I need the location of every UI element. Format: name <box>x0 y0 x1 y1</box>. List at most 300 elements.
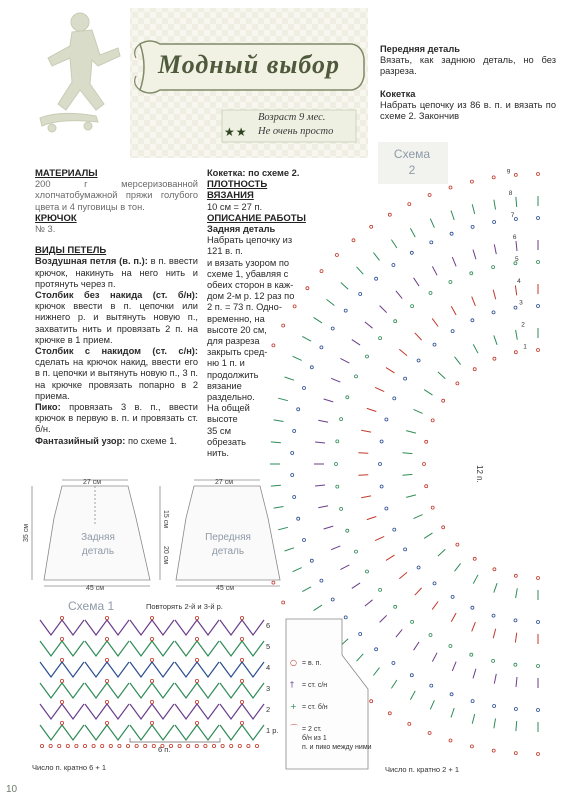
top-width-back: 27 см <box>83 479 102 486</box>
scheme-2-chain-dot <box>352 239 355 242</box>
stitch-chain-text: в п. ввести крючок, накинуть на него нить и протянуть через п. <box>35 256 198 289</box>
scheme-1-chain-dot <box>240 721 243 724</box>
scheme-2-chain-dot <box>272 344 275 347</box>
scheme-2-chain-dot <box>514 708 517 711</box>
scheme-2-stitch <box>315 442 325 443</box>
scheme-2-chain-dot <box>431 506 434 509</box>
scheme-2-stitch <box>424 533 432 539</box>
scheme-2-chain-dot <box>359 293 362 296</box>
scheme-1-row-number: 2 <box>266 705 271 714</box>
scheme-2-chain-dot <box>331 327 334 330</box>
scheme-1-v-stitch <box>152 683 174 698</box>
scheme-2-chain-dot <box>473 557 476 560</box>
front-piece-section <box>380 44 556 122</box>
legend-box <box>282 615 372 773</box>
stitch-dc-text: сделать на крючок накид, ввести его в п. цепочки и вытянуть новую п., 3 п. на крючке провязать попарно в 2 приема. <box>35 357 198 401</box>
scheme-2-chain-dot <box>537 305 540 308</box>
stitch-chain-name: Воздушная петля (в. п.): <box>35 256 148 267</box>
scheme-1-chain-dot <box>58 744 61 747</box>
scheme-2-chain-dot <box>442 399 445 402</box>
scheme-2-stitch <box>424 390 432 396</box>
scheme-2-chain-dot <box>375 648 378 651</box>
scheme-2-stitch <box>391 240 397 248</box>
scheme-1-chain-dot <box>212 744 215 747</box>
scheme-2-stitch <box>302 587 311 592</box>
scheme-1-v-stitch <box>220 704 242 719</box>
scheme-2-chain-dot <box>411 620 414 623</box>
scheme-2-chain-dot <box>451 330 454 333</box>
scheme-2-stitch <box>516 330 518 340</box>
scheme-1-v-stitch <box>40 683 62 698</box>
scheme-2-chain-dot <box>493 568 496 571</box>
scheme-2-stitch <box>438 372 445 379</box>
scheme-2-chain-dot <box>429 634 432 637</box>
scheme-2-stitch <box>358 453 368 454</box>
back-piece-line: закрыть сред- <box>207 347 268 358</box>
scheme-1-chain-dot <box>105 679 108 682</box>
scheme-2-chain-dot <box>450 232 453 235</box>
scheme-2-chain-dot <box>470 272 473 275</box>
scheme-1-chain-dot <box>150 637 153 640</box>
scheme-1-chain-dot <box>135 744 138 747</box>
stitch-dc <box>35 346 198 402</box>
scheme-1-v-stitch <box>107 683 129 698</box>
scheme-2-chain-dot <box>514 663 517 666</box>
scheme-2-chain-dot <box>385 507 388 510</box>
scheme-2-chain-dot <box>417 359 420 362</box>
scheme-1-v-stitch <box>107 620 129 635</box>
scheme-1-v-stitch <box>197 683 219 698</box>
legend-text: = ст. б/н <box>302 704 328 711</box>
scheme-1-chain-dot <box>150 658 153 661</box>
scheme-2-stitch <box>410 228 415 237</box>
scheme-2-chain-dot <box>428 194 431 197</box>
scheme-2-chain-dot <box>492 266 495 269</box>
scheme-2-chain-dot <box>456 543 459 546</box>
scheme-2-stitch <box>516 677 517 687</box>
scheme-1-chain-dot <box>126 744 129 747</box>
scheme-2-chain-dot <box>408 722 411 725</box>
bottom-width-front: 45 см <box>216 585 235 592</box>
difficulty-label: Не очень просто <box>258 126 334 137</box>
scheme-2-stitch <box>414 278 420 286</box>
scheme-2-chain-dot <box>493 357 496 360</box>
scheme-2-stitch <box>324 399 334 402</box>
scheme-2-stitch <box>451 708 454 718</box>
back-piece-line: Набрать цепочку из 121 в. п. <box>207 235 293 257</box>
front-piece-label-1: Передняя <box>205 532 251 543</box>
back-piece-label-1: Задняя <box>81 532 115 543</box>
scheme-2-chain-dot <box>471 225 474 228</box>
scheme-2-stitch <box>432 602 438 610</box>
scheme-2-chain-dot <box>394 320 397 323</box>
scheme-2-stitch <box>493 290 496 300</box>
scheme-1-v-stitch <box>62 683 84 698</box>
difficulty-stars-icon: ★★ <box>224 125 248 139</box>
scheme-1-chain-dot <box>150 679 153 682</box>
scheme-2-stitch <box>516 721 517 731</box>
scheme-2-stitch <box>472 204 475 214</box>
scheme-2-row-number: 6 <box>512 234 517 241</box>
scheme-1-v-stitch <box>175 683 197 698</box>
scheme-2-chain-dot <box>344 309 347 312</box>
scheme-1-v-stitch <box>175 704 197 719</box>
legend-text-line: = 2 ст. <box>302 726 322 733</box>
scheme-2-stitch <box>414 642 420 650</box>
scheme-2-chain-dot <box>493 221 496 224</box>
scheme-2-chain-dot <box>449 739 452 742</box>
scheme-2-chain-dot <box>379 463 382 466</box>
scheme-1-v-stitch <box>242 662 264 677</box>
scheme-2-chain-dot <box>537 349 540 352</box>
scheme-2-title: Схема <box>393 147 431 161</box>
scheme-2-stitch <box>516 241 517 251</box>
scheme-1-v-stitch <box>175 725 197 740</box>
scheme-2-chain-dot <box>423 463 426 466</box>
scheme-2-stitch <box>367 517 377 520</box>
scheme-1-chain-dot <box>101 744 104 747</box>
scheme-1-chain-dot <box>195 721 198 724</box>
scheme-1-v-stitch <box>62 620 84 635</box>
scheme-2-chain-dot <box>392 264 395 267</box>
scheme-2-stitch <box>396 291 402 299</box>
scheme-1-chart <box>30 596 292 776</box>
scheme-1-chain-dot <box>83 744 86 747</box>
scheme-1-v-stitch <box>85 725 107 740</box>
scheme-2-chain-dot <box>355 375 358 378</box>
scheme-2-chain-dot <box>282 324 285 327</box>
scheme-2-stitch <box>403 453 413 454</box>
scheme-1-chain-dot <box>105 721 108 724</box>
scheme-1-v-stitch <box>197 662 219 677</box>
scheme-2-chain-dot <box>335 463 338 466</box>
scheme-2-stitch <box>331 378 340 382</box>
scheme-2-row-number: 8 <box>508 190 513 198</box>
scheme-2-stitch <box>452 257 456 266</box>
scheme-2-chain-dot <box>537 217 540 220</box>
scheme-2-stitch <box>430 700 434 709</box>
scheme-1-title: Схема 1 <box>68 599 115 613</box>
scheme-2-stitch <box>403 474 413 475</box>
yoke-heading: Кокетка <box>380 88 416 99</box>
scheme-1-v-stitch <box>85 662 107 677</box>
scheme-2-stitch <box>373 253 379 261</box>
scheme-1-chain-dot <box>221 744 224 747</box>
scheme-2-stitch <box>516 588 518 598</box>
scheme-2-row-number: 2 <box>521 321 525 329</box>
scheme-2-stitch <box>318 506 328 508</box>
scheme-2-stitch <box>432 266 437 275</box>
back-piece-line: продолжить <box>207 369 259 380</box>
scheme-1-v-stitch <box>85 641 107 656</box>
scheme-1-v-stitch <box>152 620 174 635</box>
scheme-2-chain-dot <box>449 645 452 648</box>
back-piece-line: нить. <box>207 448 230 459</box>
stitch-picot-name: Пико: <box>35 402 61 413</box>
legend-symbol-icon: ⌒ <box>290 724 298 733</box>
scheme-2-chain-dot <box>392 662 395 665</box>
scheme-2-stitch <box>438 549 445 556</box>
scheme-1-repeat-label: 6 п. <box>158 745 171 754</box>
scheme-1-v-stitch <box>130 683 152 698</box>
scheme-2-stitch <box>293 568 302 572</box>
scheme-2-chain-dot <box>450 693 453 696</box>
scheme-2-row-number: 7 <box>510 212 515 220</box>
scheme-2-stitch <box>293 356 302 360</box>
scheme-2-chain-dot <box>306 287 309 290</box>
scheme-1-v-stitch <box>152 641 174 656</box>
hook-value: № 3. <box>35 224 56 235</box>
scheme-1-v-stitch <box>107 641 129 656</box>
scheme-2-chain-dot <box>430 241 433 244</box>
scheme-2-chain-dot <box>393 528 396 531</box>
scheme-2-chain-dot <box>410 674 413 677</box>
scheme-1-v-stitch <box>242 620 264 635</box>
scheme-2-chain-dot <box>291 452 294 455</box>
scheme-2-chain-dot <box>514 218 517 221</box>
scheme-2-chain-dot <box>425 440 428 443</box>
page-title: Модный выбор <box>158 50 341 79</box>
scheme-2-stitch <box>494 335 497 344</box>
scheme-2-chain-dot <box>492 311 495 314</box>
scheme-2-stitch <box>494 719 496 729</box>
scheme-2-stitch <box>302 336 311 341</box>
stitch-picot-text: провязать 3 в. п., ввести крючок в первую в. п. и провязать ст. б/н. <box>35 402 198 435</box>
legend-symbol-icon: + <box>290 702 297 711</box>
scheme-1-v-stitch <box>62 725 84 740</box>
upper-height-label: 15 см <box>162 510 169 529</box>
stitch-picot <box>35 402 198 436</box>
scheme-2-stitch <box>324 526 334 529</box>
scheme-1-v-stitch <box>85 620 107 635</box>
scheme-1-v-stitch <box>197 725 219 740</box>
age-label: Возраст 9 мес. <box>258 112 326 123</box>
scheme-1-chain-dot <box>60 700 63 703</box>
scheme-2-chain-dot <box>293 496 296 499</box>
scheme-2-chain-dot <box>293 305 296 308</box>
scheme-1-chain-dot <box>238 744 241 747</box>
scheme-1-chain-dot <box>195 679 198 682</box>
scheme-2-chain-dot <box>355 550 358 553</box>
scheme-2-chain-dot <box>366 570 369 573</box>
scheme-1-chain-dot <box>150 721 153 724</box>
materials-text: 200 г мерсеризованной хлопчатобумажной пряжи голубого цвета и 4 пуговицы в тон. <box>35 179 198 212</box>
scheme-1-chain-dot <box>105 700 108 703</box>
scheme-1-v-stitch <box>85 704 107 719</box>
scheme-1-v-stitch <box>40 662 62 677</box>
back-piece-line: и вязать узором по <box>207 257 290 268</box>
scheme-2-chain-dot <box>537 621 540 624</box>
scheme-1-chain-dot <box>105 658 108 661</box>
scheme-2-row-number: 1 <box>523 343 527 351</box>
scheme-2-stitch <box>515 633 516 643</box>
scheme-1-v-stitch <box>85 683 107 698</box>
stitch-fancy-text: по схеме 1. <box>127 435 178 446</box>
scheme-2-stitch <box>341 283 348 290</box>
back-piece-line: обрезать <box>207 436 246 447</box>
scheme-2-stitch <box>493 629 496 639</box>
scheme-2-stitch <box>406 431 416 434</box>
scheme-2-chain-dot <box>379 337 382 340</box>
scheme-2-chain-dot <box>514 306 517 309</box>
scheme-2-chain-dot <box>380 485 383 488</box>
scheme-1-chain-dot <box>195 658 198 661</box>
scheme-1-v-stitch <box>175 620 197 635</box>
scheme-2-chain-dot <box>336 440 339 443</box>
scheme-1-v-stitch <box>130 725 152 740</box>
scheme-2-stitch <box>352 340 360 346</box>
scheme-2-chain-dot <box>514 574 517 577</box>
scheme-2-stitch <box>473 344 478 353</box>
scheme-1-chain-dot <box>150 700 153 703</box>
scheme-2-stitch <box>340 565 349 570</box>
scheme-1-chain-dot <box>240 637 243 640</box>
scheme-1-v-stitch <box>40 704 62 719</box>
scheme-2-stitch <box>357 267 364 274</box>
legend-symbol-icon: ○ <box>290 658 297 667</box>
scheme-2-stitch <box>331 546 340 550</box>
scheme-1-v-stitch <box>197 704 219 719</box>
back-piece-line: 35 см <box>207 425 231 436</box>
scheme-2-chain-dot <box>473 368 476 371</box>
scheme-2-stitch <box>430 219 434 228</box>
scheme-2-stitch <box>391 680 397 688</box>
scheme-2-chain-dot <box>451 595 454 598</box>
work-heading: ОПИСАНИЕ РАБОТЫ <box>207 212 306 224</box>
scheme-2-stitch <box>415 588 422 595</box>
scheme-1-chain-dot <box>255 744 258 747</box>
scheme-2-chain-dot <box>303 539 306 542</box>
scheme-2-chain-dot <box>380 440 383 443</box>
legend-text-line: п. и пико между ними <box>302 744 372 751</box>
stitch-fancy-name: Фантазийный узор: <box>35 435 126 446</box>
stitch-dc-name: Столбик с накидом (ст. с/н): <box>35 346 198 357</box>
scheme-2-chain-dot <box>492 659 495 662</box>
scheme-2-chain-dot <box>297 408 300 411</box>
scheme-2-chain-dot <box>310 559 313 562</box>
scheme-2-stitch <box>415 333 422 340</box>
scheme-1-chain-dot <box>40 744 43 747</box>
top-width-front: 27 см <box>215 479 234 486</box>
scheme-2-chain-dot <box>297 517 300 520</box>
scheme-2-stitch <box>473 250 476 260</box>
scheme-2-chain-dot <box>493 705 496 708</box>
scheme-2-chain-dot <box>470 180 473 183</box>
scheme-1-chain-dot <box>195 700 198 703</box>
scheme-2-chain-dot <box>331 598 334 601</box>
scheme-2-chain-dot <box>394 605 397 608</box>
scheme-2-chain-dot <box>537 709 540 712</box>
scheme-1-row-number: 6 <box>266 621 271 630</box>
pattern-pieces <box>18 476 283 592</box>
scheme-2-chain-dot <box>404 548 407 551</box>
scheme-2-chain-dot <box>370 225 373 228</box>
scheme-2-chain-dot <box>388 213 391 216</box>
scheme-2-stitch <box>516 197 517 207</box>
scheme-2-chain-dot <box>442 526 445 529</box>
scheme-2-chain-dot <box>320 270 323 273</box>
stitch-sc-name: Столбик без накида (ст. б/н): <box>35 290 198 301</box>
scheme-1-row-number: 4 <box>266 663 271 672</box>
scheme-1-v-stitch <box>220 620 242 635</box>
scheme-2-chain-dot <box>514 619 517 622</box>
scheme-1-chain-dot <box>92 744 95 747</box>
scheme-2-chain-dot <box>537 577 540 580</box>
scheme-1-v-stitch <box>107 725 129 740</box>
back-piece-line: для разреза <box>207 336 260 347</box>
scheme-2-stitch <box>515 285 516 295</box>
scheme-1-chain-dot <box>118 744 121 747</box>
scheme-1-v-stitch <box>220 641 242 656</box>
scheme-2-stitch <box>361 496 371 498</box>
back-piece-line: высоте 20 см, <box>207 324 267 335</box>
back-piece-line: ню 1 п. и <box>207 358 245 369</box>
scheme-2-stitch <box>271 442 281 443</box>
scheme-2-chain-dot <box>320 346 323 349</box>
scheme-2-stitch <box>494 674 496 684</box>
scheme-2-chain-dot <box>303 387 306 390</box>
legend-text: = в. п. <box>302 660 322 667</box>
density-value: 10 см = 27 п. <box>207 201 263 212</box>
scheme-2-chain-dot <box>411 305 414 308</box>
back-piece-line: 2 п. = 73 п. Одно- <box>207 302 282 313</box>
scheme-2-chain-dot <box>340 507 343 510</box>
scheme-2-stitch <box>451 306 456 315</box>
scheme-2-chain-dot <box>366 355 369 358</box>
scheme-2-stitch <box>472 297 476 306</box>
scheme-2-chain-dot <box>385 418 388 421</box>
front-piece-label-2: деталь <box>211 546 245 557</box>
scheme-2-stitch <box>432 318 438 326</box>
stitches-heading: ВИДЫ ПЕТЕЛЬ <box>35 245 107 257</box>
scheme-2-stitch <box>373 668 379 676</box>
scheme-2-chain-dot <box>428 732 431 735</box>
scheme-1-chain-dot <box>109 744 112 747</box>
scheme-2-chain-dot <box>379 588 382 591</box>
scheme-2-stitch <box>399 349 407 355</box>
stitch-chain <box>35 256 198 290</box>
scheme-2-chain-dot <box>537 261 540 264</box>
scheme-1-chain-dot <box>60 658 63 661</box>
scheme-2-chain-dot <box>537 753 540 756</box>
scheme-2-stitch <box>472 622 476 631</box>
scheme-2-stitch <box>452 662 456 671</box>
scheme-2-chain-dot <box>310 366 313 369</box>
back-piece-line: схеме 1, убавляя с <box>207 268 289 279</box>
scheme-2-chain-dot <box>408 203 411 206</box>
scheme-1-chain-dot <box>60 616 63 619</box>
scheme-2-stitch <box>473 575 478 584</box>
scheme-1-chain-dot <box>150 616 153 619</box>
scheme-1-v-stitch <box>107 704 129 719</box>
scheme-1-v-stitch <box>107 662 129 677</box>
scheme-1-chain-dot <box>240 679 243 682</box>
scheme-2-chain-dot <box>429 292 432 295</box>
page-number: 10 <box>6 784 18 795</box>
scheme-2-chain-dot <box>430 684 433 687</box>
scheme-1-v-stitch <box>242 683 264 698</box>
scheme-2-stitch <box>472 714 475 724</box>
scheme-2-stitch <box>375 536 384 540</box>
scheme-2-row-number: 9 <box>506 168 511 176</box>
scheme-1-v-stitch <box>62 641 84 656</box>
scheme-2-chain-dot <box>471 319 474 322</box>
scheme-2-stitch <box>380 615 387 622</box>
scheme-2-stitch <box>358 475 368 476</box>
scheme-1-chain-dot <box>240 658 243 661</box>
scheme-1-v-stitch <box>175 662 197 677</box>
scheme-1-chain-dot <box>105 637 108 640</box>
